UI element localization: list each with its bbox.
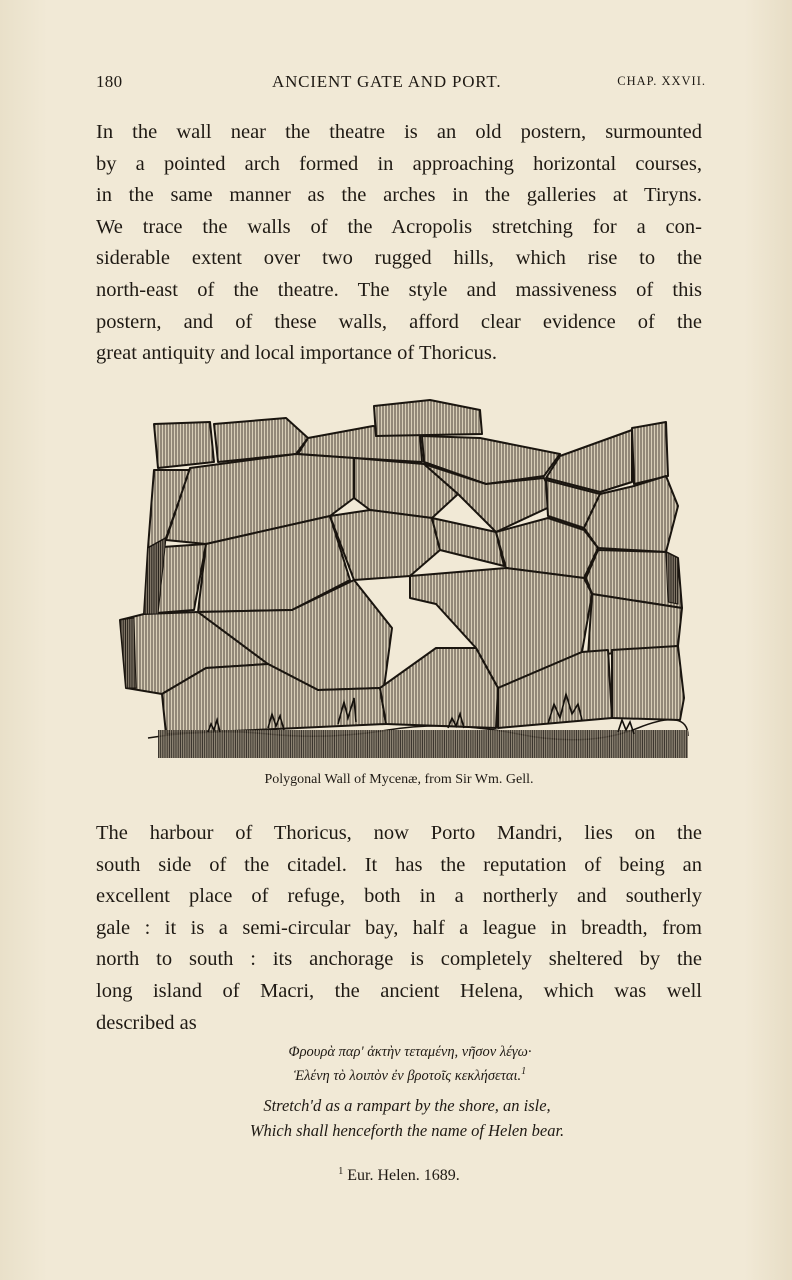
greek-quote-line-1: Φρουρὰ παρ' ἀκτὴν τεταμένη, νῆσον λέγω· — [288, 1044, 532, 1060]
page-number: 180 — [96, 72, 123, 91]
translation-line-1: Stretch'd as a rampart by the shore, an isle, — [263, 1096, 551, 1115]
footnote — [96, 1166, 702, 1185]
text-line: in the same manner as the arches in the galleries at Tiryns. — [96, 184, 702, 207]
text-line: north-east of the theatre. The style and massiveness of this — [96, 278, 702, 301]
chapter-label: CHAP. XXVII. — [617, 74, 706, 88]
text-line: by a pointed arch formed in approaching horizontal courses, — [96, 152, 702, 175]
text-line: long island of Macri, the ancient Helena, which was well — [96, 979, 702, 1002]
running-title: ANCIENT GATE AND PORT. — [272, 72, 502, 91]
text-line: In the wall near the theatre is an old postern, surmounted — [96, 121, 702, 143]
paragraph-harbour — [96, 818, 702, 1039]
text-line: south side of the citadel. It has the reputation of being an — [96, 853, 702, 876]
text-line: excellent place of refuge, both in a northerly and southerly — [96, 885, 702, 908]
text-line: We trace the walls of the Acropolis stretching for a con- — [96, 215, 702, 238]
footnote-reference: 1 — [521, 1066, 527, 1077]
paragraph-postern — [96, 117, 702, 370]
running-header — [96, 72, 706, 96]
text-line: postern, and of these walls, afford clear evidence of the — [96, 310, 702, 333]
text-line: great antiquity and local importance of Thoricus. — [96, 342, 497, 365]
text-line: siderable extent over two rugged hills, which rise to the — [96, 247, 702, 270]
text-line: described as — [96, 1011, 197, 1034]
translation-line-2: Which shall henceforth the name of Helen bear. — [249, 1121, 565, 1140]
footnote-text: Eur. Helen. 1689. — [347, 1167, 460, 1184]
footnote-marker: 1 — [338, 1166, 344, 1177]
text-line: north to south : its anchorage is completely sheltered by the — [96, 948, 702, 971]
greek-quote-line-2 — [96, 1066, 702, 1085]
text-line: The harbour of Thoricus, now Porto Mandri, lies on the — [96, 822, 702, 844]
figure-caption: Polygonal Wall of Mycenæ, from Sir Wm. Gell. — [264, 772, 534, 787]
text-line: gale : it is a semi-circular bay, half a league in breadth, from — [96, 916, 702, 939]
polygonal-wall-engraving — [118, 398, 690, 762]
greek-quote-line-2-text: Ἑλένη τὸ λοιπὸν ἐν βροτοῖς κεκλήσεται. — [293, 1068, 522, 1084]
